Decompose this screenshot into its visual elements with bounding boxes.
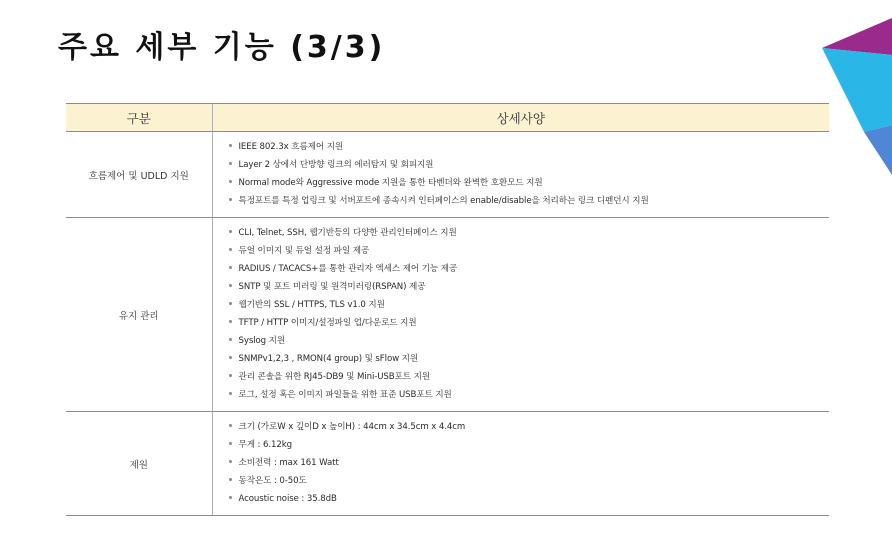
row-category: 유지 관리 xyxy=(66,218,212,412)
list-item xyxy=(229,350,830,368)
list-item-text: 무게 : 6.12kg xyxy=(238,440,292,450)
list-item xyxy=(229,260,830,278)
list-item-text: 로그, 설정 혹은 이미지 파일들을 위한 표준 USB포트 지원 xyxy=(238,390,452,400)
list-item-text: IEEE 802.3x 흐름제어 지원 xyxy=(238,142,344,152)
bullet-icon xyxy=(229,320,232,323)
bullet-icon xyxy=(229,442,232,445)
bullet-icon xyxy=(229,424,232,427)
list-item-text: Acoustic noise : 35.8dB xyxy=(238,494,337,504)
list-item xyxy=(229,156,830,174)
row-detail xyxy=(212,218,829,412)
list-item-text: CLI, Telnet, SSH, 웹기반등의 다양한 관리인터페이스 지원 xyxy=(238,228,457,238)
bullet-icon xyxy=(229,162,232,165)
list-item xyxy=(229,278,830,296)
bullet-icon xyxy=(229,230,232,233)
list-item xyxy=(229,242,830,260)
bullet-icon xyxy=(229,338,232,341)
bullet-icon xyxy=(229,302,232,305)
table-row xyxy=(66,132,829,218)
list-item xyxy=(229,296,830,314)
list-item-text: RADIUS / TACACS+를 통한 관리자 엑세스 제어 기능 제공 xyxy=(238,264,458,274)
row-detail xyxy=(212,412,829,516)
list-item-text: Syslog 지원 xyxy=(238,336,286,346)
list-item-text: 관리 콘솔을 위한 RJ45-DB9 및 Mini-USB포트 지원 xyxy=(238,372,431,382)
list-item xyxy=(229,138,830,156)
list-item-text: Normal mode와 Aggressive mode 지원을 통한 타벤더와 완벽한 호환모드 지원 xyxy=(238,178,543,188)
table-row xyxy=(66,412,829,516)
list-item xyxy=(229,436,830,454)
row-category: 흐름제어 및 UDLD 지원 xyxy=(66,132,212,218)
list-item xyxy=(229,472,830,490)
bullet-icon xyxy=(229,144,232,147)
page-title: 주요 세부 기능 (3/3) xyxy=(58,30,386,65)
bullet-icon xyxy=(229,460,232,463)
column-header-category: 구분 xyxy=(66,104,212,132)
bullet-icon xyxy=(229,248,232,251)
row-category: 제원 xyxy=(66,412,212,516)
bullet-icon xyxy=(229,284,232,287)
table-header-row xyxy=(66,104,829,132)
deco-cyan-shape xyxy=(822,48,892,132)
list-item-text: SNMPv1,2,3 , RMON(4 group) 및 sFlow 지원 xyxy=(238,354,419,364)
list-item-text: 듀얼 이미지 및 듀얼 설정 파일 제공 xyxy=(238,246,370,256)
list-item-text: 특정포트를 특정 업링크 및 서버포트에 종속시켜 인터페이스의 enable/disable을 처리하는 링크 디펜던시 지원 xyxy=(238,196,649,206)
deco-blue-shape xyxy=(864,125,892,175)
list-item-text: Layer 2 상에서 단방향 링크의 에러탐지 및 회피지원 xyxy=(238,160,434,170)
bullet-icon xyxy=(229,478,232,481)
detail-list xyxy=(229,224,830,404)
list-item xyxy=(229,454,830,472)
bullet-icon xyxy=(229,198,232,201)
list-item-text: 웹기반의 SSL / HTTPS, TLS v1.0 지원 xyxy=(238,300,385,310)
row-detail xyxy=(212,132,829,218)
detail-list xyxy=(229,138,830,210)
bullet-icon xyxy=(229,266,232,269)
bullet-icon xyxy=(229,356,232,359)
list-item xyxy=(229,314,830,332)
list-item xyxy=(229,386,830,404)
list-item-text: TFTP / HTTP 이미지/설정파일 업/다운로드 지원 xyxy=(238,318,417,328)
list-item xyxy=(229,332,830,350)
list-item-text: 크기 (가로W x 깊이D x 높이H) : 44cm x 34.5cm x 4.4cm xyxy=(238,422,466,432)
bullet-icon xyxy=(229,374,232,377)
table-body xyxy=(66,132,829,516)
list-item xyxy=(229,490,830,508)
table-row xyxy=(66,218,829,412)
list-item xyxy=(229,368,830,386)
bullet-icon xyxy=(229,496,232,499)
list-item xyxy=(229,192,830,210)
list-item-text: 동작온도 : 0-50도 xyxy=(238,476,307,486)
column-header-detail: 상세사양 xyxy=(212,104,829,132)
list-item xyxy=(229,224,830,242)
list-item xyxy=(229,174,830,192)
list-item xyxy=(229,418,830,436)
spec-table xyxy=(66,103,829,516)
bullet-icon xyxy=(229,180,232,183)
list-item-text: SNTP 및 포트 미러링 및 원격미러링(RSPAN) 제공 xyxy=(238,282,426,292)
detail-list xyxy=(229,418,830,508)
list-item-text: 소비전력 : max 161 Watt xyxy=(238,458,339,468)
table-header xyxy=(66,104,829,132)
bullet-icon xyxy=(229,392,232,395)
